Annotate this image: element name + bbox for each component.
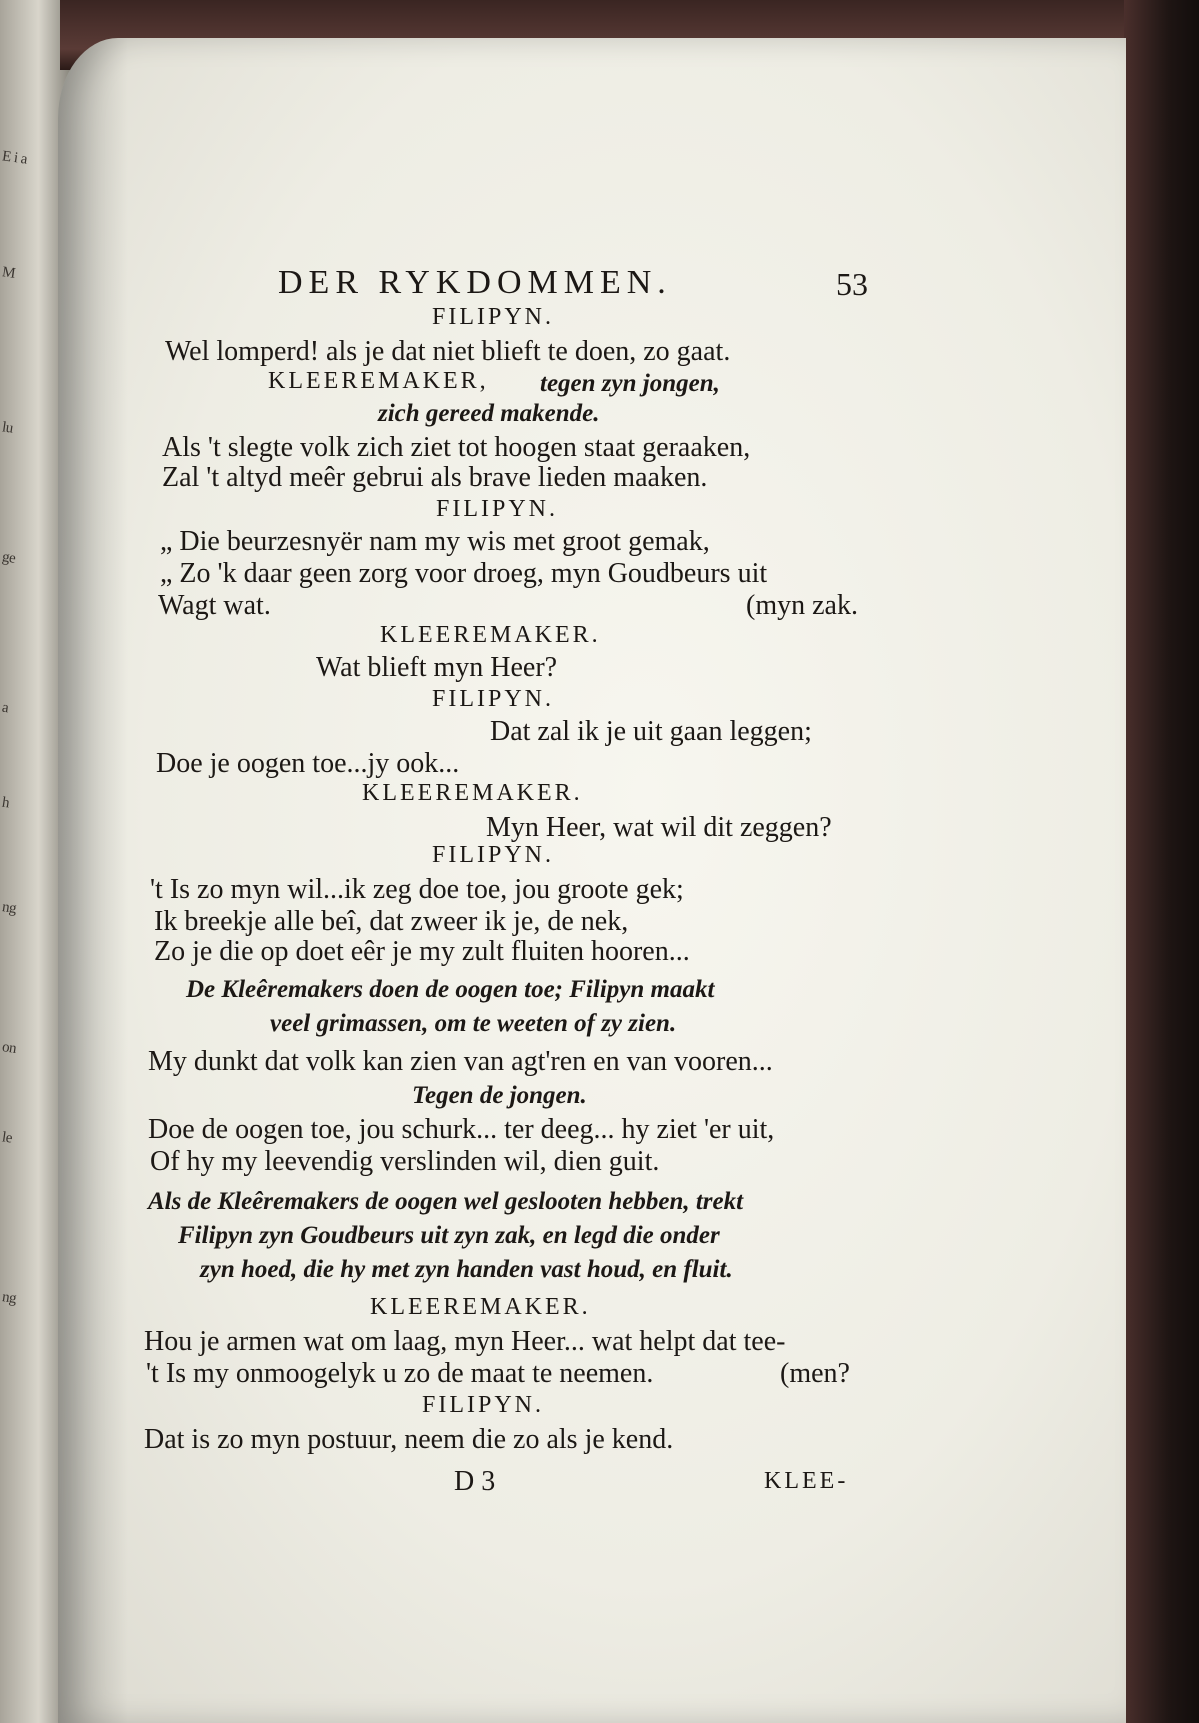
verse-line: Zo je die op doet eêr je my zult fluiten hooren... <box>154 936 690 967</box>
fragment: on <box>1 1039 18 1057</box>
fragment: lu <box>1 419 14 437</box>
verse-line: Of hy my leevendig verslinden wil, dien guit. <box>150 1146 660 1177</box>
stage-direction: Als de Kleêremakers de oogen wel geslooten hebben, trekt <box>148 1188 744 1215</box>
verse-line: Myn Heer, wat wil dit zeggen? <box>486 812 832 843</box>
speaker-heading: FILIPYN. <box>436 496 559 522</box>
verse-line: Hou je armen wat om laag, myn Heer... wat helpt dat tee- <box>144 1326 786 1357</box>
stage-direction: Filipyn zyn Goudbeurs uit zyn zak, en legd die onder <box>178 1222 720 1249</box>
stage-direction: zyn hoed, die hy met zyn handen vast houd, en fluit. <box>200 1256 733 1283</box>
verse-line: Dat zal ik je uit gaan leggen; <box>490 716 812 747</box>
stage-direction: veel grimassen, om te weeten of zy zien. <box>270 1010 677 1037</box>
signature-mark: D 3 <box>454 1466 496 1497</box>
fragment: le <box>1 1129 13 1147</box>
speaker-heading: KLEEREMAKER. <box>370 1294 591 1320</box>
verse-line: Dat is zo myn postuur, neem die zo als je kend. <box>144 1424 674 1455</box>
fragment: ng <box>1 1289 18 1307</box>
fragment: ng <box>1 899 18 917</box>
speaker-heading: FILIPYN. <box>432 842 555 868</box>
verse-line: Wagt wat. <box>158 590 271 621</box>
fragment: E i a <box>1 148 29 168</box>
stage-direction: Tegen de jongen. <box>412 1082 587 1109</box>
verse-turnover: (myn zak. <box>746 590 858 621</box>
verse-line: 't Is my onmoogelyk u zo de maat te neemen. <box>146 1358 654 1389</box>
fragment: a <box>0 699 10 717</box>
verse-line: Doe de oogen toe, jou schurk... ter deeg... hy ziet 'er uit, <box>148 1114 775 1145</box>
verse-line: Wel lomperd! als je dat niet blieft te doen, zo gaat. <box>165 336 731 367</box>
running-head-title: DER RYKDOMMEN. <box>278 264 672 301</box>
speaker-heading: KLEEREMAKER. <box>362 780 583 806</box>
verse-line: Ik breekje alle beî, dat zweer ik je, de nek, <box>154 906 629 937</box>
verse-line: Wat blieft myn Heer? <box>316 652 558 683</box>
stage-direction: zich gereed makende. <box>378 400 600 427</box>
verse-line: Zal 't altyd meêr gebrui als brave lieden maaken. <box>162 462 708 493</box>
verse-line: My dunkt dat volk kan zien van agt'ren en van vooren... <box>148 1046 773 1077</box>
verse-line: „ Die beurzesnyër nam my wis met groot gemak, <box>160 526 710 557</box>
speaker-heading: KLEEREMAKER. <box>380 622 601 648</box>
fragment: ge <box>1 549 17 567</box>
speaker-heading: FILIPYN. <box>432 686 555 712</box>
verse-line: „ Zo 'k daar geen zorg voor droeg, myn Goudbeurs uit <box>160 558 768 589</box>
catchword: KLEE- <box>764 1468 849 1494</box>
verse-line: 't Is zo myn wil...ik zeg doe toe, jou groote gek; <box>150 874 684 905</box>
verse-line: Doe je oogen toe...jy ook... <box>156 748 460 779</box>
stage-direction: tegen zyn jongen, <box>540 370 720 397</box>
stage-direction: De Kleêremakers doen de oogen toe; Filipyn maakt <box>186 976 715 1003</box>
fragment: h <box>0 794 11 812</box>
verse-turnover: (men? <box>780 1358 850 1389</box>
page-number: 53 <box>836 266 868 302</box>
speaker-heading: FILIPYN. <box>432 304 555 330</box>
speaker-heading: KLEEREMAKER, <box>268 368 489 394</box>
verse-line: Als 't slegte volk zich ziet tot hoogen staat geraaken, <box>162 432 751 463</box>
fragment: M <box>1 264 16 282</box>
speaker-heading: FILIPYN. <box>422 1392 545 1418</box>
